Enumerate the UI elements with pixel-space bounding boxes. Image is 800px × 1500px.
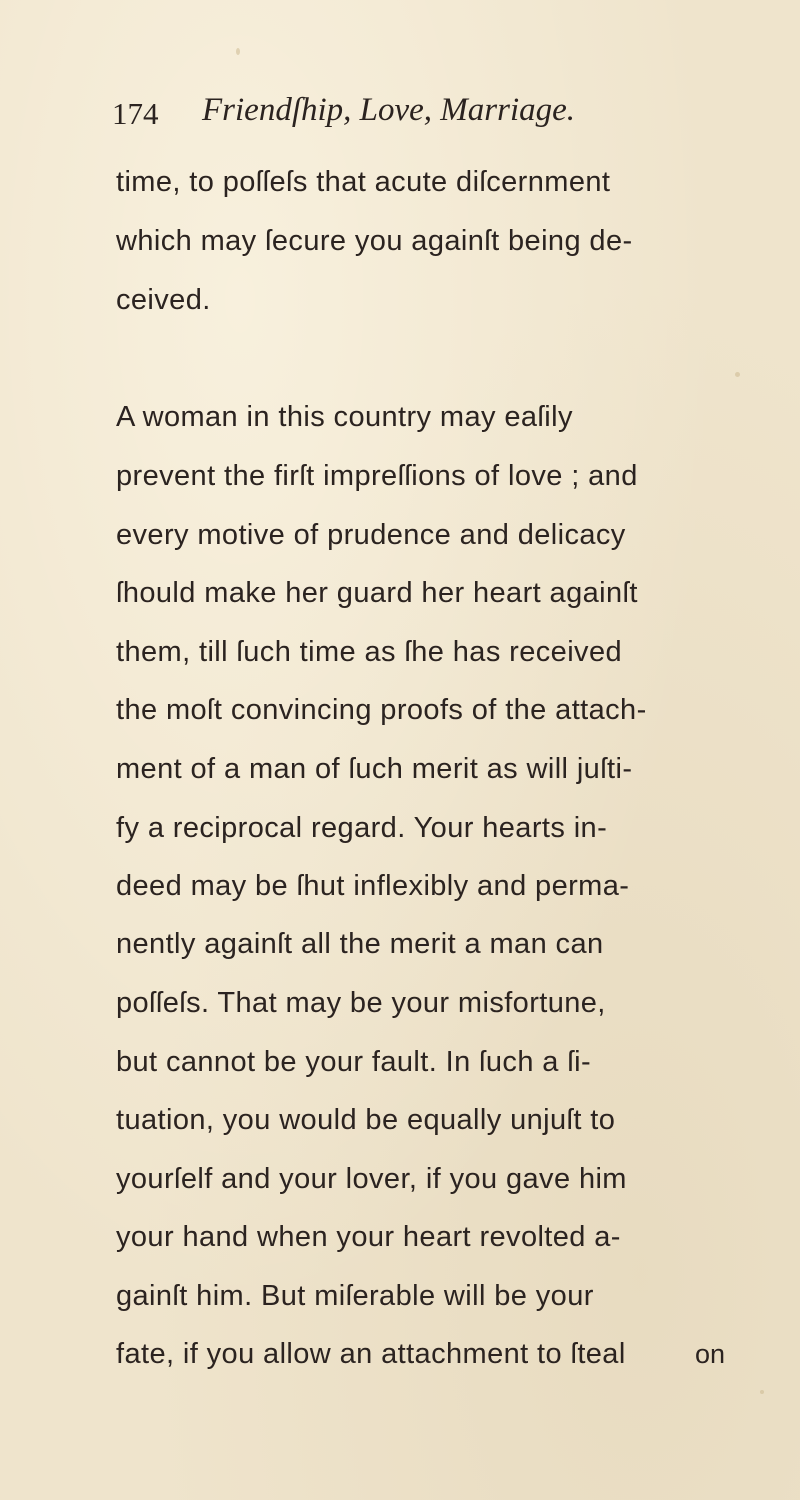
text-line: ment of a man of ſuch merit as will juſti-: [116, 753, 633, 785]
running-head: Friendſhip, Love, Marriage.: [202, 92, 576, 128]
page-number: 174: [112, 96, 159, 131]
paper-speck: [760, 1390, 764, 1394]
text-line: but cannot be your fault. In ſuch a ſi-: [116, 1046, 592, 1078]
text-line: them, till ſuch time as ſhe has received: [116, 636, 622, 668]
text-line: A woman in this country may eaſily: [116, 401, 573, 433]
catchword: on: [695, 1339, 726, 1369]
text-line: prevent the firſt impreſſions of love ; and: [116, 460, 638, 492]
text-line: every motive of prudence and delicacy: [116, 519, 626, 551]
text-line: ceived.: [116, 284, 211, 316]
text-line: gainſt him. But miſerable will be your: [116, 1280, 594, 1312]
text-line: deed may be ſhut inflexibly and perma-: [116, 870, 630, 902]
text-line: time, to poſſeſs that acute diſcernment: [116, 166, 611, 198]
text-line: ſhould make her guard her heart againſt: [116, 577, 638, 609]
text-line: fate, if you allow an attachment to ſteal: [116, 1338, 626, 1370]
text-line: fy a reciprocal regard. Your hearts in-: [116, 812, 608, 844]
text-line: the moſt convincing proofs of the attach-: [116, 694, 647, 726]
text-line: which may ſecure you againſt being de-: [116, 225, 633, 257]
text-line: nently againſt all the merit a man can: [116, 928, 604, 960]
text-line: your hand when your heart revolted a-: [116, 1221, 621, 1253]
text-line: tuation, you would be equally unjuſt to: [116, 1104, 616, 1136]
paper-speck: [735, 372, 740, 377]
page-header: [112, 92, 712, 142]
text-line: yourſelf and your lover, if you gave him: [116, 1163, 627, 1195]
paper-speck: [236, 48, 240, 55]
text-line: poſſeſs. That may be your misfortune,: [116, 987, 606, 1019]
